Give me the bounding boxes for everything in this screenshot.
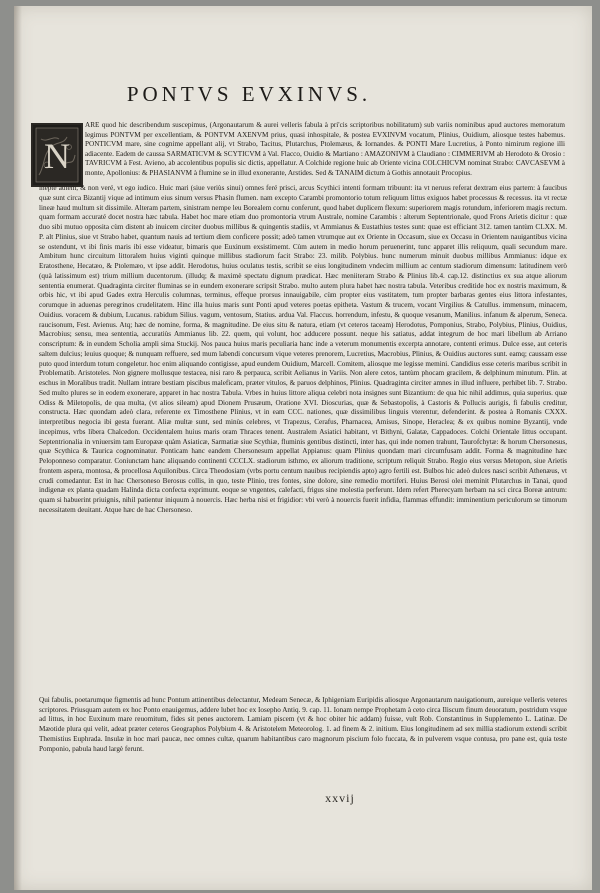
page-title: PONTVS EVXINVS. [126, 82, 372, 106]
page-number: xxvij [325, 791, 355, 805]
svg-text:N: N [44, 136, 70, 176]
decorated-initial-letter [31, 123, 83, 187]
main-paragraph: inepte autem, & non veré, vt ego iudico. Huic mari (siue veriùs sinui) omnes feré prisci, arcus Scythici intenti formam tribuunt: ita vt neruus referat dextram eius partem: à faucibus quæ sunt circa Bizantij vique ad intimum eius sinum versus Phasin flumen. nam excepto Carambi promontorio totum reliquum littus exiguos habet processus & recessus. ita vt rectæ lineæ haud multum sit dissimile. Alteram partem, sinistram nempe leu Borealem cornu conferunt, quod habet duplicem flexum: superiorem magis rotundum, inferiorem magis rectum. quam formam accuraté docet nostra hæc tabula. Habet hoc mare etiam duo promontoria vtrum Australe, nomine Carambis : alterum Septentrionale, quod Frons Arietis dicitur : quæ duo sibi mutuo opposita cùm distent ab inuicem circiter duobus millibus & quingentis stadiis, vt Ammianus & Eustathius testes sunt: quae est efficiant 312. tamen tantùm CLXX. M. P. alt Plinius, siue vt Strabo habet, quantum nauis ad tertium diem conficere possit; adeò tamen vtrumque aut ex Oriente in Occasum, siue ex Occasu in Orientem nauigantibus vicina se ostendunt, vt ibi finis maris ibi esse videatur, bimaris que Euxinum exsistimemt. Cùm autem in medio horum peruenerint, tunc apparet illis reliquum, quali secundum mare. Ambitum hunc circuitum littoralem huius viginti quinque millibus stadiorum facit Strabo: 23. milib. Polybius. hunc numerum minuit duobus millibus Ammianus: idque ex Eratosthene, Hecatæo, & Ptolemæo, vt ipse addit. Herodotus, huius oculatus testis, scribit se eius longitudinem vndecim millium ac centum stadiorum dimensum: latitudinem verò (quà latissimum est) trium millium ducentorum. (illudq; & maximè spectatu dignum prædicat. Hæc meniiteram Strabo & Plinius lib.4. cap.12. distinctius ex sua atque aliorum sententia enumerat. Quadraginta circiter fluminas se in eundem exonerare scripsit Strabo. multo autem plura habet hæc nostra tabula. Veteribus creditide hoc ex nostris maximum, & orbis hic, vt ibi apud Gades extra Herculis columnas, terminus, effeque prorsus innauigabile, cùm propter eius vastitatem, tum propter barbaras gentes eius littora infestantes, corumque in aduenas peregrinos crudelitatem. Hinc illa huius maris sunt Ponti apud veteres poetas epitheta. Vastum & trucem, vocant Virgilius & Catullus. immensum, minacem, Ouidius. voracem & dubium, Lucanus. rabidum Silius. vagum, ventosum, Statius. ardua Val. Flaccus. horrendum, infestu, & quoque vesanum, Manilius. infanum & alperum, Seneca. raucisonum, Fest. Avienus. Atq; hæc de nomine, forma, & magnitudine. De eius situ & natura, etiam (vt ceteros taceam) Herodotus, Pomponius, Strabo, Polybius, Plinius, Ouidius, Macrobius; sensu, mea sententia, accuratiùs Ammianus lib. 22. quem, qui volunt, hoc adducere possunt. neque his satiatus, addat integrum de hoc mari libellum ab Arriano conscriptum: & in eundem Scholia ampli sima Stuckij. Nos pauca huius maris peculiaria hanc inde a veterum monumentis excerpta annotare, contenti erimus. Dulce esse, aut ceteris saltem dulcius; leuius quoque; & nunquam reffuere, sed mum labendi concursum vique veteres prenorem, Lucretius, Macrobius, Plinius, & Ouidius auctores sunt. eamq; caussam esse puto quod interdum totum congeletur. hoc enim aliquando contigisse, apud eundem Ouidium, Marcell. Comitem, aliosque me legisse memini. Candidius esse ceteris maribus scribit in Problematib. Aristoteles. Non gignere mollusque testacea, nisi raro & perpauca, scribit Aelianus in Variis. Non alere cetos, tantùm phocam gracilem, & delphinum minutum. Plin. at eschus in Moralibus tradit. Nullam intrare bestiam piscibus maleficam, præter vitulos, & paruos delphinos, Plinius. Quadraginta circiter amnes in illud influere, perhibet lib. 7. Strabo. Sed multo plures se in eodem exonerare, apparet in hac nostra Tabula. Vrbes in huius littore aliqua celebri nota insignes sunt Bizantium: de qua hic nihil addimus, quia superius. quæ Odiss & Miletopolis, de qua multa, (vt alios sileam) apud Dionem Prusæum, Oratione XVI. Dioscurias, quæ & Sebastopolis, à Castoris & Pollucis aurigis, fi fabulis creditur, constructa. Hæc quondam adeò clara, referente ex Timosthene Plinius, vt in eam CCC. nationes, quæ dissimilibus linguis vterentur, defenderint. & postea à Romanis CXXX. interpretibus negocia ibi gesta fuerant. Aliæ multæ sunt, sed minùs celebres, vt Trapezus, Cerafus, Pharnacea, Amisus, Sinope, Heraclea; & ex quibus nomine Byzantij, vnde incepimus, vrbs libera Chalcedon. Occidentalem huius maris oram Thraces tenent. Australem Asiatici habitant, vt Bithyni, Galatæ, Cappadoces. Colchi Orientale littus occupant. Septentrionalia in vniuersim tam Europææ quàm Asiaticæ, Sarmatiæ siue Scythiæ, fluminis gentibus distincti, inter has, qui inde nomen trahunt, Taurofchytæ: & horum Chersonesus, quæ Scythica & Taurica cognominatur. Ponticam hanc eandem Chersonesum appellat Appianus: quam Plinius quondam mari circumfusam addit. Forma & magnitudine hæc Peloponneso comparatur. Coniunctam hanc aliquando continenti CCCLX. stadiorum isthmo, ex aliorum traditione, scriptum reliquit Strabo. Regio eius versus Metopon, siue Arietis frontem aspera, montosa, & procellosa Aquilonibus. Circa Theodosiam (vrbs portu centum nauibus recipiendis apto) agro fertili est. Bulbos hic adeò dulces nasci scribit Athenæus, vt crudi comedantur. Est in hac Chersoneso Berosus collis, in quo, teste Plinio, tres fontes, sine dolore, sine remedio mortiferi. Huius Berosi olei meminit Plutarchus in Tanai, quod indigenæ ex planta quadam Halinda dicta confecta exprimunt. eoque se vngentes, calefacti, frigus sine molestia perferunt. Idem refert Pherecyam herbam na sci circa Boreæ antrum: quam si habuerint priuignis, nihil patientur iniquum à nouercis. Hæc herba nisi et frigidior: vbi verò à nouercis fuerit infidia, flammas effundit: imminentium periculorum se timorum necessitatem deuitant. Atque hæc de hac Chersoneso. [39, 184, 567, 514]
ornament-initial-icon [33, 125, 81, 185]
book-page [14, 6, 592, 890]
intro-paragraph: ARE quod hic describendum suscepimus, (Argonautarum & aurei velleris fabula à pri'cis scriptoribus nobilitatum) sub variis nominibus apud auctores memoratum legimus PONTVM per excellentiam, & PONTVM AXENVM prius, quasi inhospitale, & postea EVXINVM vocatum, Plinius, Ouidium, aliosque testes habemus. PONTICVM mare, sine cognime appellant alij, vt Strabo, Tacitus, Plutarchus, Ptolemæus, & Iornandes. & PONTI Mare Lucretius, à Ponto nimirum regione illi adiacente. Eadem de caussa SARMATICVM & SCYTICVM à Val. Flacco, Ouidio & Martiano : AMAZONIVM à Claudiano : CIMMERIVM ab Herodoto & Orosio : TAVRICVM à Fest. Avieno, ab accolentibus populis sic dictis, appellatur. A Colchide regione huic ab Oriente vicina COLCHICVM nominat Strabo: CAVCASEVM à monte, Apollonius: & PHASIANVM à flumine se in illud exonerante, Arstides. Sed & TANAIM dictum à Gothis annotauit Procopius. [85, 121, 565, 177]
closing-paragraph: Qui fabulis, poetarumque figmentis ad hunc Pontum attinentibus delectantur, Medeam Senecæ, & Iphigeniam Euripidis aliosque Argonautarum nauigationum, aureique velleris veteres scriptores. Priusquam autem ex hoc Ponto enauigemus, addere lubet hoc ex Iosepho Antiq. 9. cap. 11. Ionam nempe Prophetam à ceto circa Iliscum finum deuoratum, postridum vsque ad littus, in hoc Euxinum mare reuomitum, fides sit penes auctorem. Lamiam piscem (vt & hoc obiter hic addam) fuisse, vult Rob. Constantinus in Supplemento L. Latinæ. De Mæotide plura qui velit, adeat præter ceteros Geographos Polybium 4. & Aristotelem Meteorolog. 1. ad finem & 2. initium. Eius longitudinem ad sex millia stadiorum extendi scribit Themistius Euphrada. Insulæ in hoc mari paucæ, nec omnes cultæ, quarum habitantibus caro magnorum piscium folo fuccata, & in pulverem vsque contusa, pro pane est, quia teste Pomponio, pabula haud largè ferunt. [39, 696, 567, 753]
spine-shadow [14, 6, 22, 890]
